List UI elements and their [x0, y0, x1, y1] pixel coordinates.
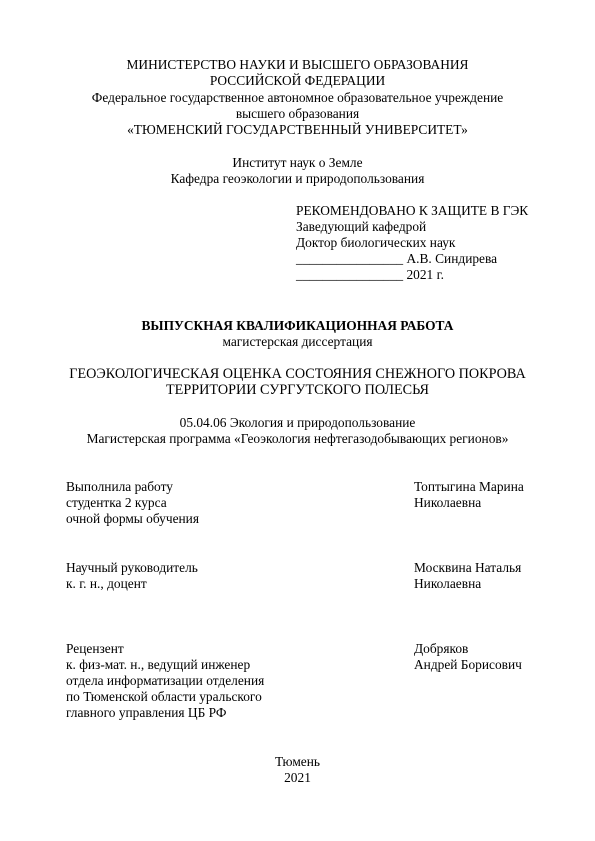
university-name: «ТЮМЕНСКИЙ ГОСУДАРСТВЕННЫЙ УНИВЕРСИТЕТ» — [127, 122, 468, 137]
supervisor-label-2: к. г. н., доцент — [66, 576, 147, 591]
approval-title: РЕКОМЕНДОВАНО К ЗАЩИТЕ В ГЭК — [296, 203, 529, 218]
footer-year: 2021 — [284, 770, 311, 785]
ministry-line-2: РОССИЙСКОЙ ФЕДЕРАЦИИ — [209, 73, 386, 88]
ministry-line-1: МИНИСТЕРСТВО НАУКИ И ВЫСШЕГО ОБРАЗОВАНИЯ — [126, 57, 469, 72]
supervisor-name-line-1: Москвина Наталья — [414, 560, 522, 575]
institution-type-line: Федеральное государственное автономное образовательное учреждение — [91, 90, 504, 105]
institute-name: Институт наук о Земле — [232, 155, 363, 170]
reviewer-name-line-2: Андрей Борисович — [414, 657, 522, 672]
footer-city: Тюмень — [274, 754, 321, 769]
approval-role: Заведующий кафедрой — [296, 219, 427, 234]
reviewer-label-3: отдела информатизации отделения — [66, 673, 265, 688]
specialty-code: 05.04.06 Экология и природопользование — [179, 415, 416, 430]
supervisor-name-line-2: Николаевна — [414, 576, 482, 591]
approval-date-line: ________________ 2021 г. — [296, 267, 444, 282]
work-subtype: магистерская диссертация — [222, 334, 373, 349]
approval-signature-line: ________________ А.В. Синдирева — [296, 251, 498, 266]
thesis-title-line-2: ТЕРРИТОРИИ СУРГУТСКОГО ПОЛЕСЬЯ — [166, 382, 429, 398]
author-label-2: студентка 2 курса — [66, 495, 167, 510]
department-name: Кафедра геоэкологии и природопользования — [170, 171, 425, 186]
author-name-line-2: Николаевна — [414, 495, 482, 510]
author-label-3: очной формы обучения — [66, 511, 200, 526]
master-program: Магистерская программа «Геоэкология нефтегазодобывающих регионов» — [86, 431, 509, 446]
approval-degree: Доктор биологических наук — [296, 235, 456, 250]
reviewer-label-4: по Тюменской области уральского — [66, 689, 262, 704]
supervisor-label-1: Научный руководитель — [66, 560, 198, 575]
education-level-line: высшего образования — [235, 106, 360, 121]
reviewer-label-1: Рецензент — [66, 641, 124, 656]
author-label-1: Выполнила работу — [66, 479, 173, 494]
reviewer-label-5: главного управления ЦБ РФ — [66, 705, 227, 720]
thesis-title-line-1: ГЕОЭКОЛОГИЧЕСКАЯ ОЦЕНКА СОСТОЯНИЯ СНЕЖНОГО ПОКРОВА — [69, 366, 526, 382]
author-name-line-1: Топтыгина Марина — [414, 479, 524, 494]
reviewer-name-line-1: Добряков — [414, 641, 469, 656]
reviewer-label-2: к. физ-мат. н., ведущий инженер — [66, 657, 251, 672]
work-type: ВЫПУСКНАЯ КВАЛИФИКАЦИОННАЯ РАБОТА — [141, 318, 454, 333]
